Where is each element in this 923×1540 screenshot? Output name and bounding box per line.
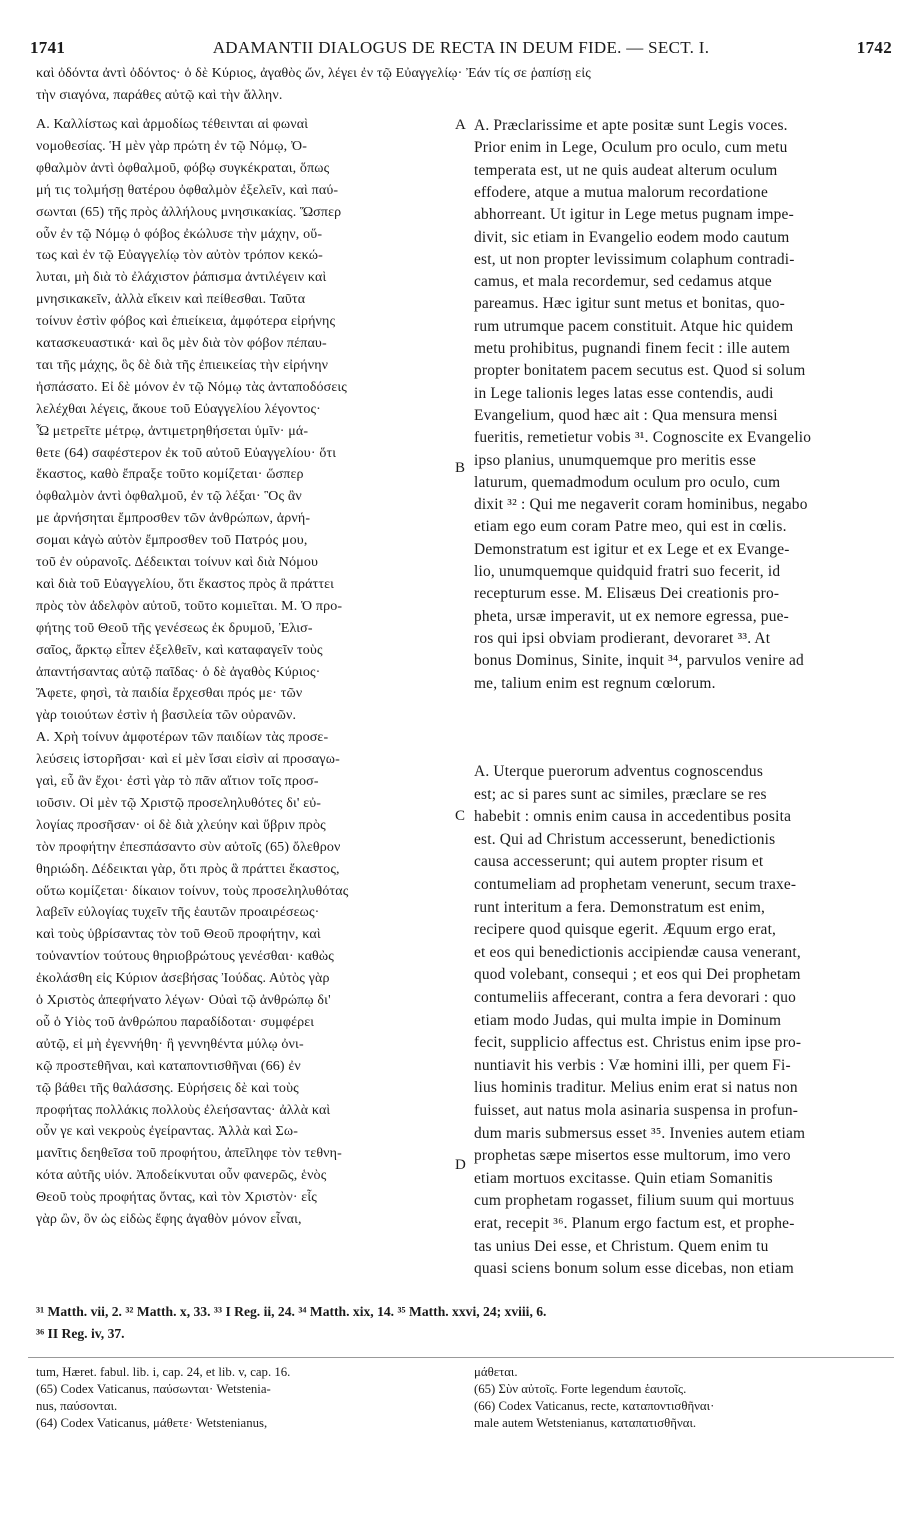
text-line: quasi sciens bonum solum esse dicebas, non etiam [474, 1260, 794, 1278]
text-line: γὰρ τοιούτων ἐστὶν ἡ βασιλεία τῶν οὐρανῶν. [36, 708, 297, 724]
text-line: μανῖτις δεηθεῖσα τοῦ προφήτου, ἀπεῖληφε τὸν τεθνη- [36, 1146, 342, 1162]
text-line: prophetas sæpe misertos esse multorum, imo vero [474, 1147, 791, 1165]
text-line: bonus Dominus, Sinite, inquit ³⁴, parvulos venire ad [474, 652, 804, 670]
text-line: in Lege talionis leges latas esse contendis, audi [474, 384, 774, 402]
text-line: ipso planius, unumquemque pro meritis esse [474, 451, 756, 469]
text-line: temperata est, ut ne quis audeat alterum oculum [474, 161, 778, 179]
text-line: λελέχθαι λέγεις, ἄκουε τοῦ Εὐαγγελίου λέγοντος· [36, 401, 321, 417]
text-line: est, ut non propter levissimum colaphum contradi- [474, 250, 795, 268]
text-line: ιοῦσιν. Οἱ μὲν τῷ Χριστῷ προσεληλυθότες δι' εὐ- [36, 795, 322, 811]
note-line: male autem Wetstenianus, καταπατισθῆναι. [474, 1416, 697, 1430]
text-line: ἕκαστος, καθὸ ἔπραξε τοῦτο κομίζεται· ὥσπερ [36, 467, 304, 483]
text-line: με ἀρνήσηται ἔμπροσθεν τῶν ἀνθρώπων, ἀρνή- [36, 511, 311, 527]
running-header [30, 38, 892, 60]
text-line: μή τις τολμήσῃ θατέρου ὀφθαλμὸν ἐξελεῖν, καὶ παύ- [36, 182, 339, 198]
text-line: λεύσεις ἱστορῆσαι· καὶ εἰ μὲν ἴσαι εἰσὶν αἱ προσαγω- [36, 752, 340, 768]
footnote-line: ³⁶ II Reg. iv, 37. [36, 1326, 125, 1341]
text-line: me, talium enim est regnum cœlorum. [474, 674, 716, 692]
text-line: σωνται (65) τῆς πρὸς ἀλλήλους μνησικακίας. Ὥσπερ [36, 204, 342, 220]
text-line: φθαλμὸν ἀντὶ ὀφθαλμοῦ, φόβῳ συγκέκραται, ὅπως [36, 160, 330, 176]
text-line: camus, et mala recordemur, sed cedamus atque [474, 273, 772, 291]
text-line: habebit : omnis enim causa in accedentibus posita [474, 808, 792, 826]
text-line: abhorreant. Ut igitur in Lege metus pugnam impe- [474, 206, 794, 224]
text-line: lio, unumquemque quidquid fratri suo fecerit, id [474, 563, 781, 580]
text-line: etiam modo Judas, qui multa impie in Dominum [474, 1011, 782, 1029]
text-line: κότα αὐτῆς υἱόν. Ἀποδείκνυται οὖν φανερῶς, ἑνὸς [36, 1168, 327, 1184]
text-line: fuisset, aut natus mola asinaria suspensa in profun- [474, 1102, 799, 1119]
footnote-line: ³¹ Matth. vii, 2. ³² Matth. x, 33. ³³ I Reg. ii, 24. ³⁴ Matth. xix, 14. ³⁵ Matth. xxvi, 24; xviii, 6. [36, 1304, 547, 1319]
text-line: τὴν σιαγόνα, παράθες αὐτῷ καὶ τὴν ἄλλην. [36, 88, 283, 103]
text-line: lius hominis traditur. Melius enim erat si natus non [474, 1079, 798, 1097]
text-line: laturum, quemadmodum oculum pro oculo, cum [474, 473, 781, 491]
text-line: γαὶ, εὖ ἂν ἔχοι· ἐστὶ γὰρ τὸ πᾶν αἴτιον τοῖς προσ- [36, 774, 319, 789]
text-line: λαβεῖν εὐλογίας τυχεῖν τῆς ἑαυτῶν προαιρέσεως· [36, 905, 320, 921]
text-line: erat, recepit ³⁶. Planum ergo factum est, et prophe- [474, 1215, 795, 1232]
text-line: μνησικακεῖν, ἀλλὰ εἴκειν καὶ πείθεσθαι. Ταῦτα [36, 292, 306, 308]
text-line: Ἄφετε, φησὶ, τὰ παιδία ἔρχεσθαι πρός με· τῶν [36, 686, 303, 702]
text-line: γὰρ ὢν, ὃν ὡς εἰδὼς ἔφης ἀγαθὸν μόνον εἶναι, [36, 1212, 302, 1227]
text-line: πρὸς τὸν ἀδελφὸν αὐτοῦ, τοῦτο κομιεῖται. Μ. Ὁ προ- [36, 598, 343, 614]
text-line: propter bonitatem pacem secutus est. Quod si solum [474, 362, 806, 380]
text-line: recipere quod quisque egerit. Æquum ergo erat, [474, 921, 777, 939]
section-marker-a: A [455, 117, 466, 133]
text-line: et eos qui benedictionis accipiendæ causa venerant, [474, 943, 801, 961]
page-number-left: 1741 [30, 38, 66, 57]
text-line: ἀπαντήσαντας αὐτῷ παῖδας· ὁ δὲ ἀγαθὸς Κύριος· [36, 664, 321, 680]
text-line: τοῦ ἐν οὐρανοῖς. Δέδεικται τοίνυν καὶ διὰ Νόμου [36, 555, 319, 570]
text-line: metu prohibitus, pugnandi finem fecit : ille autem [474, 340, 791, 357]
text-line: Prior enim in Lege, Oculum pro oculo, cum metu [474, 139, 788, 157]
text-line: fueritis, remetietur vobis ³¹. Cognoscite ex Evangelio [474, 429, 812, 447]
text-line: quod volebant, consequi ; et eos qui Dei prophetam [474, 966, 801, 984]
text-line: σομαι κἀγὼ αὐτὸν ἔμπροσθεν τοῦ Πατρός μου, [36, 533, 308, 549]
text-line: θηριώδη. Δέδεικται γὰρ, ὅτι πρὸς ἃ πράττει ἕκαστος, [36, 861, 340, 877]
text-line: A. Præclarissime et apte positæ sunt Legis voces. [474, 117, 788, 134]
text-line: runt interitum a fera. Demonstratum est enim, [474, 898, 766, 916]
text-line: αὐτῷ, εἰ μὴ ἐγεννήθη· ἢ γεννηθέντα μύλῳ ὀνι- [36, 1036, 304, 1052]
text-line: divit, sic etiam in Evangelio eodem modo cautum [474, 228, 790, 246]
text-line: pheta, ursæ imperavit, ut ex nemore egressa, pue- [474, 607, 789, 625]
text-line: τοίνυν ἐστὶν φόβος καὶ ἐπιείκεια, ἀμφότερα εἰρήνης [36, 314, 336, 330]
text-line: Evangelium, quod hæc ait : Qua mensura mensi [474, 406, 778, 424]
text-line: dixit ³² : Qui me negaverit coram hominibus, negabo [474, 496, 808, 514]
text-line: προφήτας πολλάκις πολλοὺς ἐλεήσαντας· ἀλλὰ καὶ [36, 1102, 331, 1118]
text-line: λογίας προσῆσαν· οἱ δὲ διὰ χλεύην καὶ ὕβριν πρὸς [36, 817, 326, 833]
text-line: est; ac si pares sunt ac similes, præclare se res [474, 785, 767, 803]
text-line: καὶ τοὺς ὑβρίσαντας τὸν τοῦ Θεοῦ προφήτην, καὶ [36, 927, 321, 943]
footnote-divider [28, 1357, 894, 1358]
text-line: effodere, atque a mutua malorum recordatione [474, 183, 768, 201]
text-line: τῷ βάθει τῆς θαλάσσης. Εὑρήσεις δὲ καὶ τοὺς [36, 1080, 299, 1096]
text-line: contumeliis affecerant, contra a fera devorari : quo [474, 989, 797, 1006]
note-line: tum, Hæret. fabul. lib. i, cap. 24, et lib. v, cap. 16. [36, 1365, 291, 1379]
note-line: (65) Σὺν αὐτοῖς. Forte legendum ἑαυτοῖς. [474, 1382, 687, 1396]
text-line: pareamus. Hæc igitur sunt metus et bonitas, quo- [474, 295, 785, 313]
text-line: etiam ego eum coram Patre meo, qui est in cœlis. [474, 518, 787, 536]
text-line: rum utrumque pacem constituit. Atque hic quidem [474, 317, 794, 335]
note-line: (65) Codex Vaticanus, παύσωνται· Wetstenia- [36, 1382, 271, 1396]
text-line: Ὧ μετρεῖτε μέτρῳ, ἀντιμετρηθήσεται ὑμῖν· μά- [36, 423, 309, 439]
note-line: (64) Codex Vaticanus, μάθετε· Wetstenianus, [36, 1416, 268, 1430]
text-line: σαῖος, ἄρκτῳ εἶπεν ἐξελθεῖν, καὶ καταφαγεῖν τοὺς [36, 642, 323, 658]
text-line: A. Uterque puerorum adventus cognoscendus [474, 763, 764, 780]
text-line: νομοθεσίας. Ἡ μὲν γὰρ πρώτη ἐν τῷ Νόμῳ, Ὀ- [36, 138, 308, 154]
text-line: ἠσπάσατο. Εἰ δὲ μόνον ἐν τῷ Νόμῳ τὰς ἀνταποδόσεις [36, 379, 348, 395]
text-line: Demonstratum est igitur et ex Lege et ex Evange- [474, 540, 790, 558]
text-line: τοὐναντίον τούτους θηριοβρώτους γενέσθαι· καθὼς [36, 949, 334, 965]
text-line: ὀφθαλμὸν ἀντὶ ὀφθαλμοῦ, ἐν τῷ λέξαι· Ὃς ἂν [36, 489, 302, 505]
section-marker-c: C [455, 808, 466, 824]
text-line: Α. Καλλίστως καὶ ἁρμοδίως τέθεινται αἱ φωναὶ [36, 117, 309, 132]
text-line: κῷ προστεθῆναι, καὶ καταποντισθῆναι (66) ἐν [36, 1058, 301, 1074]
text-line: Α. Χρὴ τοίνυν ἀμφοτέρων τῶν παιδίων τὰς προσε- [36, 730, 329, 746]
text-line: recepturum esse. M. Elisæus Dei creationis pro- [474, 585, 780, 603]
text-line: nuntiavit his verbis : Væ homini illi, per quem Fi- [474, 1056, 791, 1074]
text-line: est. Qui ad Christum accesserunt, benedictionis [474, 830, 776, 848]
text-line: τως καὶ ἐν τῷ Εὐαγγελίῳ τὸν αὐτὸν τρόπον κεκώ- [36, 248, 323, 264]
text-line: τὸν προφήτην ἐπεσπάσαντο σὺν αὐτοῖς (65) ὄλεθρον [36, 839, 341, 855]
text-line: Θεοῦ τοὺς προφήτας ὄντας, καὶ τὸν Χριστὸν· εἷς [36, 1190, 317, 1206]
text-line: fecit, supplicio affectus est. Christus enim ipse pro- [474, 1034, 802, 1052]
text-line: θετε (64) σαφέστερον ἐκ τοῦ αὐτοῦ Εὐαγγελίου· ὅτι [36, 445, 337, 461]
text-line: dum maris submersus esset ³⁵. Invenies autem etiam [474, 1124, 806, 1142]
text-line: κατασκευαστικά· καὶ ὃς μὲν διὰ τὸν φόβον πέπαυ- [36, 336, 327, 351]
text-line: cum prophetam rogasset, filium suum qui mortuus [474, 1192, 795, 1210]
text-line: contumeliam ad prophetam venerunt, secum traxe- [474, 876, 797, 893]
text-line: καὶ ὀδόντα ἀντὶ ὀδόντος· ὁ δὲ Κύριος, ἀγαθὸς ὤν, λέγει ἐν τῷ Εὐαγγελίῳ· Ἐάν τίς σε ῥαπίσῃ εἰς [36, 66, 591, 81]
text-line: ται τῆς μάχης, ὃς δὲ διὰ τῆς ἐπιεικείας τὴν εἰρήνην [36, 357, 329, 373]
text-line: οὖν γε καὶ νεκροὺς ἐγείραντας. Ἀλλὰ καὶ Σω- [36, 1124, 299, 1140]
note-line: nus, παύσονται. [36, 1399, 118, 1413]
text-line: causa accesserunt; qui autem propter risum et [474, 853, 764, 871]
section-marker-d: D [455, 1157, 466, 1173]
text-line: οὖν ἐν τῷ Νόμῳ ὁ φόβος ἐκώλυσε τὴν μάχην, οὕ- [36, 226, 323, 242]
text-line: tas unius Dei esse, et Christum. Quem enim tu [474, 1237, 769, 1255]
text-line: καὶ διὰ τοῦ Εὐαγγελίου, ὅτι ἕκαστος πρὸς ἃ πράττει [36, 576, 335, 592]
text-line: ὁ Χριστὸς ἀπεφήνατο λέγων· Οὐαὶ τῷ ἀνθρώπῳ δι' [36, 993, 331, 1008]
running-title: ADAMANTII DIALOGUS DE RECTA IN DEUM FIDE. — SECT. I. [212, 38, 710, 57]
text-line: οὕτω κομίζεται· δίκαιον τοίνυν, τοὺς προσεληλυθότας [36, 883, 349, 899]
section-marker-b: B [455, 460, 466, 476]
text-line: λυται, μὴ διὰ τὸ ἐλάχιστον ῥάπισμα ἀντιλέγειν καὶ [36, 270, 327, 286]
note-line: μάθεται. [474, 1365, 518, 1379]
note-line: (66) Codex Vaticanus, recte, καταποντισθῆναι· [474, 1399, 715, 1413]
text-line: ros qui ipsi obviam prodierant, devoraret ³³. At [474, 629, 771, 647]
text-line: φήτης τοῦ Θεοῦ τῆς γενέσεως ἐκ δρυμοῦ, Ἐλισ- [36, 620, 313, 636]
text-line: etiam mortuos excitasse. Quin etiam Somanitis [474, 1169, 773, 1187]
text-line: ἐκολάσθη εἰς Κύριον ἀσεβήσας Ἰούδας. Αὐτὸς γὰρ [36, 971, 330, 987]
page-number-right: 1742 [856, 38, 892, 57]
text-line: οὗ ὁ Υἱὸς τοῦ ἀνθρώπου παραδίδοται· συμφέρει [36, 1014, 315, 1030]
